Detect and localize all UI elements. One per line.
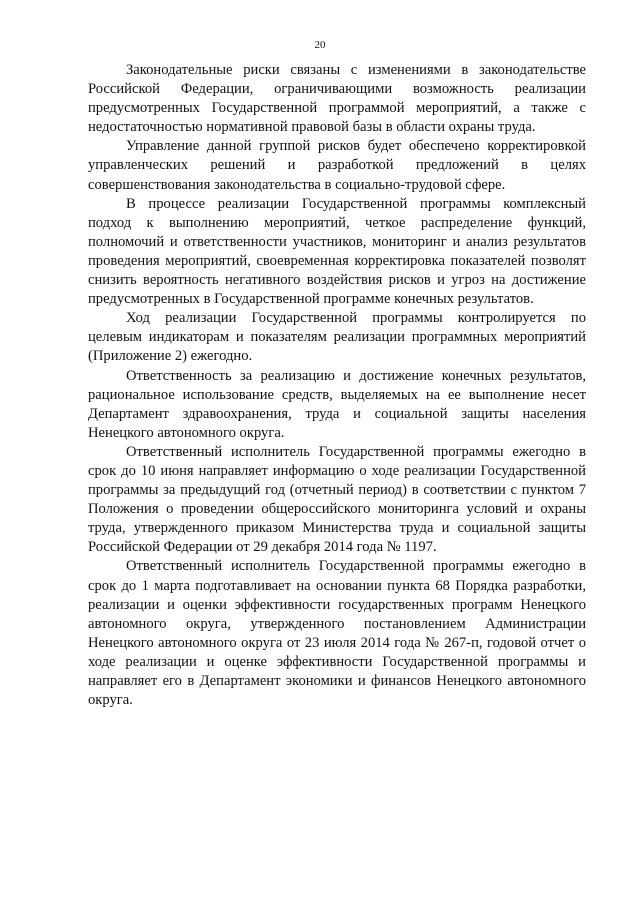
page-number: 20 bbox=[314, 39, 326, 51]
paragraph-progress-control: Ход реализации Государственной программы контролируется по целевым индикаторам и показателям реализации программных мероприятий (Приложение 2) ежегодно. bbox=[88, 310, 586, 365]
paragraph-implementation-approach: В процессе реализации Государственной программы комплексный подход к выполнению мероприятий, четкое распределение функций, полномочий и ответственности участников, мониторинг и анализ результатов проведения мероприятий, своевременная корректировка показателей позволят снизить вероятность негативного воздействия рисков и угроз на достижение предусмотренных в Государственной программе конечных результатов. bbox=[88, 195, 586, 308]
paragraph-responsibility: Ответственность за реализацию и достижение конечных результатов, рациональное использование средств, выделяемых на ее выполнение несет Департамент здравоохранения, труда и социальной защиты населения Ненецкого автономного округа. bbox=[88, 367, 586, 441]
paragraph-annual-report: Ответственный исполнитель Государственной программы ежегодно в срок до 1 марта подготавливает на основании пункта 68 Порядка разработки, реализации и оценки эффективности государственных программ Ненецкого автономного округа, утвержденного постановлением Администрации Ненецкого автономного округа от 23 июля 2014 года № 267-п, годовой отчет о ходе реализации и оценке эффективности Государственной программы и направляет его в Департамент экономики и финансов Ненецкого автономного округа. bbox=[88, 558, 586, 709]
paragraph-risk-management: Управление данной группой рисков будет обеспечено корректировкой управленческих решений и разработкой предложений в целях совершенствования законодательства в социально-трудовой сфере. bbox=[88, 138, 586, 193]
paragraph-june-report: Ответственный исполнитель Государственной программы ежегодно в срок до 10 июня направляет информацию о ходе реализации Государственной программы за предыдущий год (отчетный период) в соответствии с пунктом 7 Положения о проведении общероссийского мониторинга условий и охраны труда, утвержденного приказом Министерства труда и социальной защиты Российской Федерации от 29 декабря 2014 года № 1197. bbox=[88, 443, 586, 556]
paragraph-legislative-risks: Законодательные риски связаны с изменениями в законодательстве Российской Федерации, ограничивающими возможность реализации предусмотренных Государственной программой мероприятий, а также с недостаточностью нормативной правовой базы в области охраны труда. bbox=[88, 62, 586, 136]
document-body bbox=[88, 61, 586, 710]
